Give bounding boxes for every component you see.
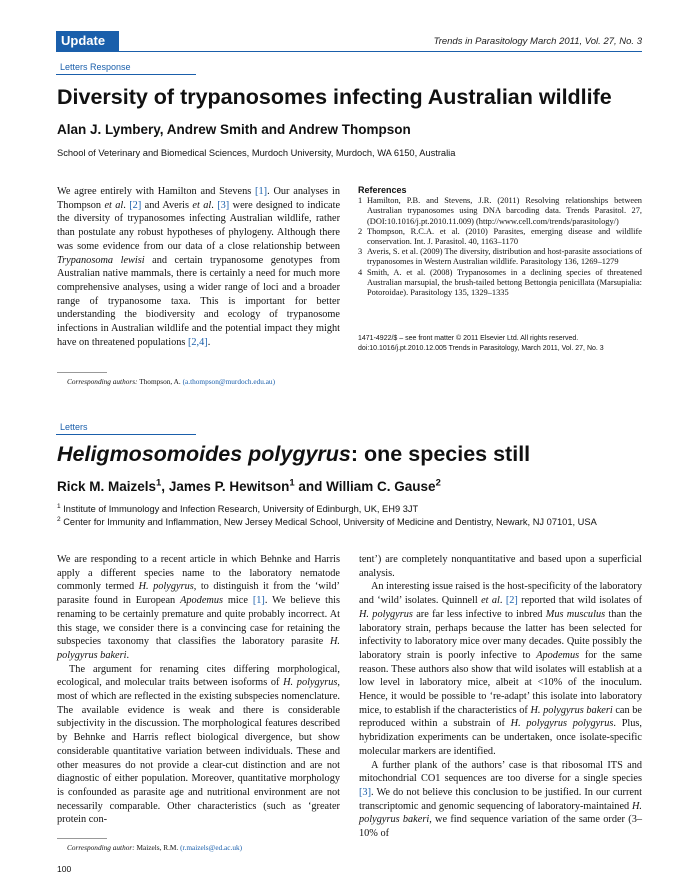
article2-left-column: We are responding to a recent article in which Behnke and Harris apply a different species name to the laboratory nematode commonly termed H. polygyrus, to distinguish it from the ‘wild’ parasite found in European Apodemus mice [1]. We believe this renaming to be certainly premature and quite probably incorrect. At this stage, we consider there is a convincing case for retaining the subspecies taxonomy that classifies the laboratory parasite H. polygyrus bakeri. The argument for renaming cites differing morphological, ecological, and molecular traits between isoforms of H. polygyrus, most of which are reflected in the existing subspecies nomenclature. The available evidence is weak and there is considerable subjectivity in the discussion. The morphological features described by Behnke and Harris reflect biological divergence, but show considerable quantitative variation between individuals. These and other measures do not provide a clear-cut distinction and are not diagnostic of either population. Moreover, quantitative morphology is confounded as parasite age and nutritional environment are not necessarily comparable. Other characteristics (such as ‘greater protein con-: [57, 554, 340, 826]
header-rule: [56, 51, 642, 52]
citation-link[interactable]: [1]: [252, 595, 265, 607]
section-rule: [56, 434, 196, 435]
article2-corresponding-author: Corresponding author: Maizels, R.M. (r.maizels@ed.ac.uk): [67, 843, 243, 852]
references-heading: References: [358, 185, 407, 195]
journal-reference: Trends in Parasitology March 2011, Vol. 27, No. 3: [433, 36, 642, 47]
article1-affiliation: School of Veterinary and Biomedical Sciences, Murdoch University, Murdoch, WA 6150, Australia: [57, 148, 456, 158]
article1-corresponding-author: Corresponding authors: Thompson, A. (a.thompson@murdoch.edu.au): [67, 377, 276, 386]
email-link[interactable]: (a.thompson@murdoch.edu.au): [182, 377, 276, 386]
citation-link[interactable]: [1]: [255, 186, 268, 197]
section-rule: [56, 74, 196, 75]
section-label-letters: Letters: [60, 422, 88, 432]
article1-body: We agree entirely with Hamilton and Stevens [1]. Our analyses in Thompson et al. [2] and Averis et al. [3] were designed to indicate the diversity of trypanosomes infecting Australian wildlife, rather than postulate any robust hypotheses of phylogeny. Although there was some evidence from our data of a close relationship between Trypanosoma lewisi and certain trypanosome genotypes from Australian native mammals, there is certainly a need for much more comprehensive analyses, using a wider range of loci and a broader range of trypanosome taxa. This is important for better understanding the biodiversity and ecology of trypanosome infections in Australian wildlife and the potential impact they might have on threatened populations [2,4].: [57, 186, 341, 348]
copyright-line: 1471-4922/$ – see front matter © 2011 Elsevier Ltd. All rights reserved.: [358, 335, 579, 342]
reference-item: 1 Hamilton, P.B. and Stevens, J.R. (2011) Resolving relationships between Australian trypanosomes using DNA barcoding data. Trends Parasitol. 27, (DOI:10.1016/j.pt.2010.11.009) (http://www.cell.com/trends/parasitology/): [358, 196, 642, 226]
citation-link[interactable]: [3]: [217, 199, 230, 211]
citation-link[interactable]: [2]: [129, 199, 142, 211]
references-list: [358, 185, 642, 298]
update-tab: Update: [56, 31, 119, 51]
article2-authors: Rick M. Maizels$^1$, James P. Hewitson$^1$ and William C. Gause$^2$: [57, 477, 441, 494]
citation-link[interactable]: [2,4]: [187, 336, 208, 348]
section-label-letters-response: Letters Response: [60, 62, 131, 72]
article2-affiliation-1: $^1$ Institute of Immunology and Infection Research, University of Edinburgh, UK, EH9 3JT: [57, 502, 419, 514]
citation-link[interactable]: [2]: [505, 595, 518, 607]
citation-link[interactable]: [3]: [359, 786, 372, 798]
email-link[interactable]: (r.maizels@ed.ac.uk): [180, 843, 243, 852]
article2-right-column: tent’) are completely nonquantitative and based upon a superficial analysis. An interesting issue raised is the host-specificity of the laboratory and ‘wild’ isolates. Quinnell et al. [2] reported that wild isolates of H. polygyrus are far less infective to inbred Mus musculus than the laboratory strain, perhaps because the latter has been selected for infectivity to laboratory mice over many decades. Quite possibly the laboratory strain is poorly infective to Apodemus for the same reason. These authors also show that wild isolates will establish at a low level in laboratory mice, albeit at <10% of the inoculum. Hence, it would be possible to ‘re-adapt’ this isolate into laboratory mice, to establish if the characteristics of H. polygyrus bakeri can be reproduced within a substrain of H. polygyrus polygyrus. Plus, hybridization experiments can be undertaken, once isolate-specific molecular markers are identified. A further plank of the authors’ case is that ribosomal ITS and mitochondrial CO1 sequences are too diverse for a single species [3]. We do not believe this conclusion to be justified. In our current transcriptomic and genomic sequencing of laboratory-maintained H. polygyrus bakeri, we find sequence variation of the same order (3–10% of: [359, 554, 643, 840]
article1-authors: Alan J. Lymbery, Andrew Smith and Andrew Thompson: [57, 122, 411, 137]
footnote-rule: [57, 372, 107, 373]
reference-item: 4 Smith, A. et al. (2008) Trypanosomes in a declining species of threatened Australian marsupial, the brush-tailed bettong Bettongia penicillata (Marsupialia: Potoroidae). Parasitology 135, 1329–1335: [358, 267, 642, 298]
reference-item: 2 Thompson, R.C.A. et al. (2010) Parasites, emerging disease and wildlife conservation. Int. J. Parasitol. 40, 1163–1170: [358, 226, 642, 247]
article2-affiliation-2: $^2$ Center for Immunity and Inflammation, New Jersey Medical School, University of Medicine and Dentistry, Newark, NJ 07101, USA: [57, 515, 597, 527]
reference-item: 3 Averis, S. et al. (2009) The diversity, distribution and host-parasite associations of trypanosomes in Western Australian wildlife. Parasitology 136, 1269–1279: [358, 247, 642, 267]
doi-line: doi:10.1016/j.pt.2010.12.005 Trends in Parasitology, March 2011, Vol. 27, No. 3: [358, 345, 604, 352]
article2-title: Heligmosomoides polygyrus: one species still: [57, 442, 531, 466]
footnote-rule: [57, 838, 107, 839]
page-number: 100: [57, 864, 72, 874]
article1-title: Diversity of trypanosomes infecting Australian wildlife: [57, 85, 612, 109]
